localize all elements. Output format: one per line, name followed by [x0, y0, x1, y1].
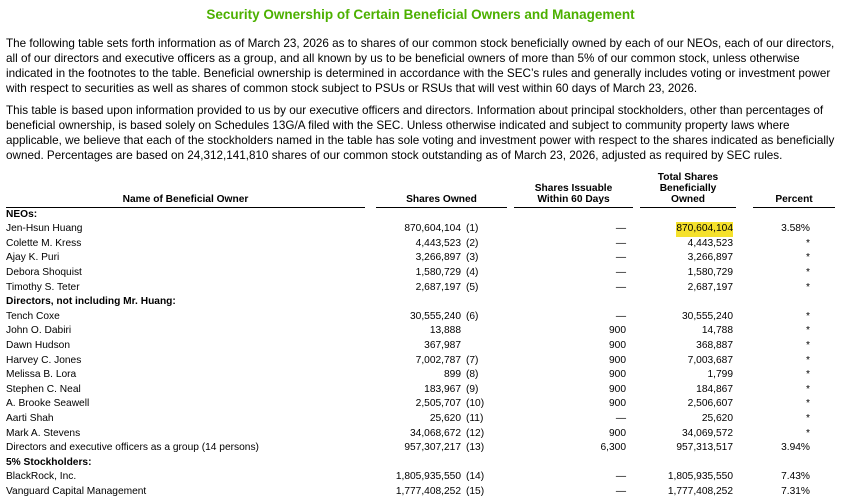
owner-name: Jen-Hsun Huang	[6, 223, 83, 235]
percent-value: *	[806, 354, 810, 366]
header-name	[6, 194, 365, 208]
shares-owned: 2,505,707	[415, 398, 461, 410]
table-row	[0, 310, 841, 325]
footnote-ref: (4)	[466, 266, 479, 278]
header-shares	[376, 194, 507, 208]
intro-paragraph	[6, 36, 841, 96]
shares-issuable: —	[615, 485, 626, 497]
percent-value: *	[806, 266, 810, 278]
shares-issuable: 6,300	[600, 442, 626, 454]
header-total	[640, 172, 736, 208]
table-row	[0, 441, 841, 456]
total-owned: 30,555,240	[682, 310, 733, 322]
owner-name: Vanguard Capital Management	[6, 485, 147, 497]
total-owned: 2,687,197	[687, 281, 733, 293]
percent-value: 7.43%	[781, 471, 810, 483]
shares-owned: 1,777,408,252	[395, 485, 461, 497]
shares-owned: 4,443,523	[415, 237, 461, 249]
shares-owned: 34,068,672	[410, 427, 461, 439]
shares-owned: 183,967	[424, 383, 461, 395]
total-owned: 4,443,523	[687, 237, 733, 249]
shares-issuable: —	[615, 281, 626, 293]
percent-value: *	[806, 339, 810, 351]
table-row	[0, 222, 841, 237]
shares-issuable: 900	[609, 427, 626, 439]
owner-name: Aarti Shah	[6, 412, 54, 424]
total-owned: 1,777,408,252	[667, 485, 733, 497]
shares-owned: 1,805,935,550	[395, 471, 461, 483]
table-row	[0, 427, 841, 442]
footnote-ref: (5)	[466, 281, 479, 293]
owner-name: A. Brooke Seawell	[6, 398, 90, 410]
table-row	[0, 324, 841, 339]
owner-name: Stephen C. Neal	[6, 383, 81, 395]
table-row	[0, 251, 841, 266]
section-label: 5% Stockholders:	[6, 456, 92, 468]
paragraph-line: owned. Percentages are based on 24,312,141,810 shares of our common stock outstanding as of March 23, 2026, adjusted as required by SEC rules.	[6, 149, 783, 162]
footnote-ref: (2)	[466, 237, 479, 249]
shares-owned: 7,002,787	[415, 354, 461, 366]
footnote-ref: (7)	[466, 354, 479, 366]
total-owned: 1,799	[707, 369, 733, 381]
total-owned: 3,266,897	[687, 252, 733, 264]
owner-name: Debora Shoquist	[6, 266, 82, 278]
owner-name: Directors and executive officers as a group (14 persons)	[6, 442, 259, 454]
footnote-ref: (10)	[466, 398, 485, 410]
table-row	[0, 397, 841, 412]
paragraph-line: all of our directors and executive officers as a group, and all known by us to be beneficial owners of more than 5% of our common stock, unless otherwise	[6, 52, 800, 65]
owner-name: Timothy S. Teter	[6, 281, 80, 293]
percent-value: *	[806, 325, 810, 337]
percent-value: 3.94%	[781, 442, 810, 454]
paragraph-line: The following table sets forth information as of March 23, 2026 as to shares of our common stock beneficially owned by each of our NEOs, each of our directors,	[6, 37, 835, 50]
owner-name: Melissa B. Lora	[6, 369, 77, 381]
percent-value: *	[806, 383, 810, 395]
section-label: Directors, not including Mr. Huang:	[6, 296, 176, 308]
shares-issuable: 900	[609, 354, 626, 366]
shares-issuable: —	[615, 266, 626, 278]
total-owned: 7,003,687	[687, 354, 733, 366]
table-row	[0, 339, 841, 354]
shares-issuable: —	[615, 237, 626, 249]
table-row	[0, 266, 841, 281]
owner-name: Dawn Hudson	[6, 339, 70, 351]
shares-issuable: 900	[609, 398, 626, 410]
header-shares-label: Shares Owned	[406, 194, 477, 205]
owner-name: Harvey C. Jones	[6, 354, 82, 366]
footnote-ref: (14)	[466, 471, 485, 483]
table-row	[0, 485, 841, 499]
paragraph-line: applicable, we believe that each of the stockholders named in the table has sole voting and investment power with respect to the shares indicated as beneficially	[6, 134, 835, 147]
total-owned: 34,069,572	[682, 427, 733, 439]
header-issuable-line: Within 60 Days	[537, 194, 610, 205]
header-percent-label: Percent	[775, 194, 813, 205]
header-total-line: Total Shares	[657, 172, 719, 183]
percent-value: *	[806, 310, 810, 322]
paragraph-line: indicated in the footnotes to the table. Beneficial ownership is determined in accordance with the SEC’s rules and generally includes voting or investment power	[6, 67, 831, 80]
shares-owned: 870,604,104	[404, 223, 461, 235]
paragraph-line: This table is based upon information provided to us by our executive officers and directors. Information about principal stockholders, other than percentages of	[6, 104, 824, 117]
total-owned: 14,788	[701, 325, 733, 337]
footnote-ref: (11)	[466, 412, 484, 424]
total-owned: 184,867	[696, 383, 733, 395]
footnote-ref: (13)	[466, 442, 485, 454]
header-name-label: Name of Beneficial Owner	[122, 194, 249, 205]
shares-issuable: 900	[609, 369, 626, 381]
header-total-line: Owned	[671, 194, 705, 205]
shares-issuable: —	[615, 412, 626, 424]
percent-value: *	[806, 398, 810, 410]
percent-value: *	[806, 237, 810, 249]
footnote-ref: (3)	[466, 252, 479, 264]
total-owned: 1,580,729	[687, 266, 733, 278]
percent-value: *	[806, 369, 810, 381]
total-owned: 368,887	[696, 339, 733, 351]
total-owned: 957,313,517	[676, 442, 733, 454]
header-issuable-line: Shares Issuable	[534, 183, 613, 194]
percent-value: 7.31%	[781, 485, 810, 497]
table-row	[0, 412, 841, 427]
shares-issuable: 900	[609, 383, 626, 395]
shares-owned: 25,620	[429, 412, 461, 424]
table-row	[0, 470, 841, 485]
shares-issuable: 900	[609, 325, 626, 337]
total-owned: 25,620	[701, 412, 733, 424]
shares-owned: 899	[444, 369, 461, 381]
header-percent	[753, 194, 835, 208]
shares-owned: 30,555,240	[410, 310, 461, 322]
table-row	[0, 281, 841, 296]
percent-value: *	[806, 412, 810, 424]
footnote-ref: (8)	[466, 369, 479, 381]
basis-paragraph	[6, 103, 841, 163]
paragraph-line: with respect to securities as well as shares of common stock subject to PSUs or RSUs that will vest within 60 days of March 23, 2026.	[6, 82, 698, 95]
footnote-ref: (9)	[466, 383, 479, 395]
shares-owned: 957,307,217	[404, 442, 461, 454]
shares-owned: 3,266,897	[415, 252, 461, 264]
footnote-ref: (6)	[466, 310, 479, 322]
owner-name: Colette M. Kress	[6, 237, 82, 249]
shares-owned: 13,888	[429, 325, 461, 337]
shares-owned: 367,987	[424, 339, 461, 351]
footnote-ref: (15)	[466, 485, 485, 497]
owner-name: BlackRock, Inc.	[6, 471, 77, 483]
paragraph-line: beneficial ownership, is based solely on Schedules 13G/A filed with the SEC. Unless otherwise indicated and subject to community property laws where	[6, 119, 790, 132]
table-row	[0, 368, 841, 383]
owner-name: Ajay K. Puri	[6, 252, 60, 264]
owner-name: Tench Coxe	[6, 310, 60, 322]
section-title: Security Ownership of Certain Beneficial Owners and Management	[206, 7, 635, 22]
shares-issuable: —	[615, 310, 626, 322]
table-row	[0, 237, 841, 252]
header-total-line: Beneficially	[659, 183, 717, 194]
shares-issuable: —	[615, 471, 626, 483]
percent-value: *	[806, 252, 810, 264]
shares-issuable: 900	[609, 339, 626, 351]
header-issuable	[514, 183, 633, 208]
total-owned: 2,506,607	[687, 398, 733, 410]
table-row	[0, 354, 841, 369]
footnote-ref: (12)	[466, 427, 485, 439]
percent-value: *	[806, 427, 810, 439]
section-header-row	[0, 456, 841, 471]
owner-name: John O. Dabiri	[6, 325, 72, 337]
shares-owned: 2,687,197	[415, 281, 461, 293]
owner-name: Mark A. Stevens	[6, 427, 81, 439]
section-header-row	[0, 208, 841, 223]
shares-issuable: —	[615, 252, 626, 264]
section-header-row	[0, 295, 841, 310]
percent-value: *	[806, 281, 810, 293]
shares-owned: 1,580,729	[415, 266, 461, 278]
footnote-ref: (1)	[466, 223, 479, 235]
total-owned: 1,805,935,550	[667, 471, 733, 483]
section-label: NEOs:	[6, 208, 38, 220]
shares-issuable: —	[615, 223, 626, 235]
percent-value: 3.58%	[781, 223, 810, 235]
total-owned: 870,604,104	[676, 222, 733, 237]
table-row	[0, 383, 841, 398]
